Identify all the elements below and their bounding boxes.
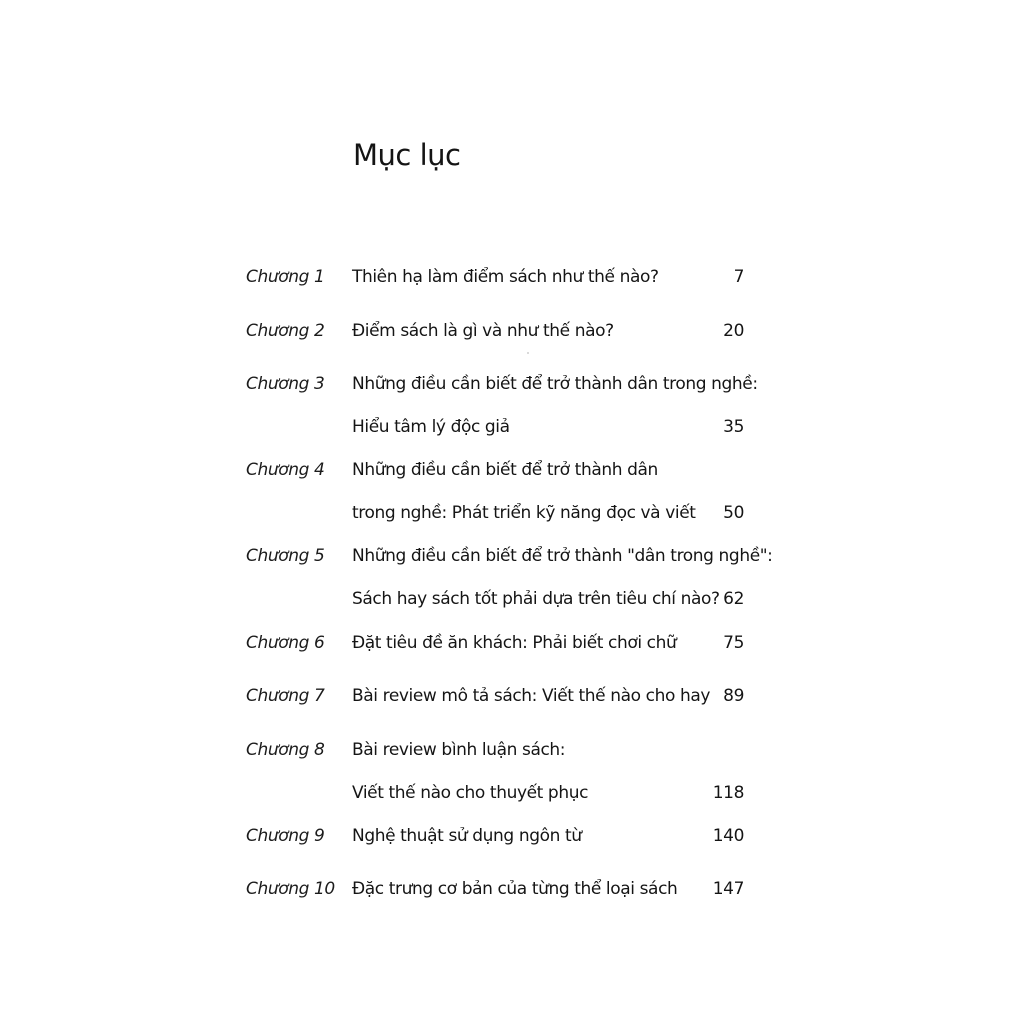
page-number: 75 [723,633,744,653]
chapter-title: Những điều cần biết để trở thành dân [352,460,658,480]
chapter-label: Chương 1 [246,267,325,287]
page-number: 62 [723,589,744,609]
chapter-title-continued: Hiểu tâm lý độc giả [352,417,510,437]
chapter-title: Bài review bình luận sách: [352,740,566,760]
chapter-title: Những điều cần biết để trở thành "dân trong nghề": [352,546,773,566]
page-title: Mục lục [353,138,461,172]
page-number: 50 [723,503,744,523]
chapter-title: Bài review mô tả sách: Viết thế nào cho hay [352,686,710,706]
chapter-title: Đặc trưng cơ bản của từng thể loại sách [352,879,678,899]
chapter-title: Đặt tiêu đề ăn khách: Phải biết chơi chữ [352,633,677,653]
chapter-title: Điểm sách là gì và như thế nào? [352,321,614,341]
page-number: 140 [712,826,744,846]
page-number: 147 [712,879,744,899]
page-number: 7 [733,267,744,287]
chapter-label: Chương 2 [246,321,325,341]
chapter-label: Chương 9 [246,826,325,846]
page-number: 118 [712,783,744,803]
page-number: 35 [723,417,744,437]
chapter-label: Chương 3 [246,374,325,394]
chapter-title-continued: trong nghề: Phát triển kỹ năng đọc và viết [352,503,696,523]
speck [527,352,529,354]
chapter-title-continued: Sách hay sách tốt phải dựa trên tiêu chí nào? [352,589,720,609]
page-number: 89 [723,686,744,706]
chapter-label: Chương 4 [246,460,325,480]
chapter-label: Chương 5 [246,546,325,566]
chapter-title: Nghệ thuật sử dụng ngôn từ [352,826,582,846]
chapter-title: Những điều cần biết để trở thành dân trong nghề: [352,374,758,394]
chapter-title: Thiên hạ làm điểm sách như thế nào? [352,267,659,287]
chapter-title-continued: Viết thế nào cho thuyết phục [352,783,589,803]
page-number: 20 [723,321,744,341]
chapter-label: Chương 7 [246,686,325,706]
chapter-label: Chương 10 [246,879,335,899]
chapter-label: Chương 8 [246,740,325,760]
chapter-label: Chương 6 [246,633,325,653]
